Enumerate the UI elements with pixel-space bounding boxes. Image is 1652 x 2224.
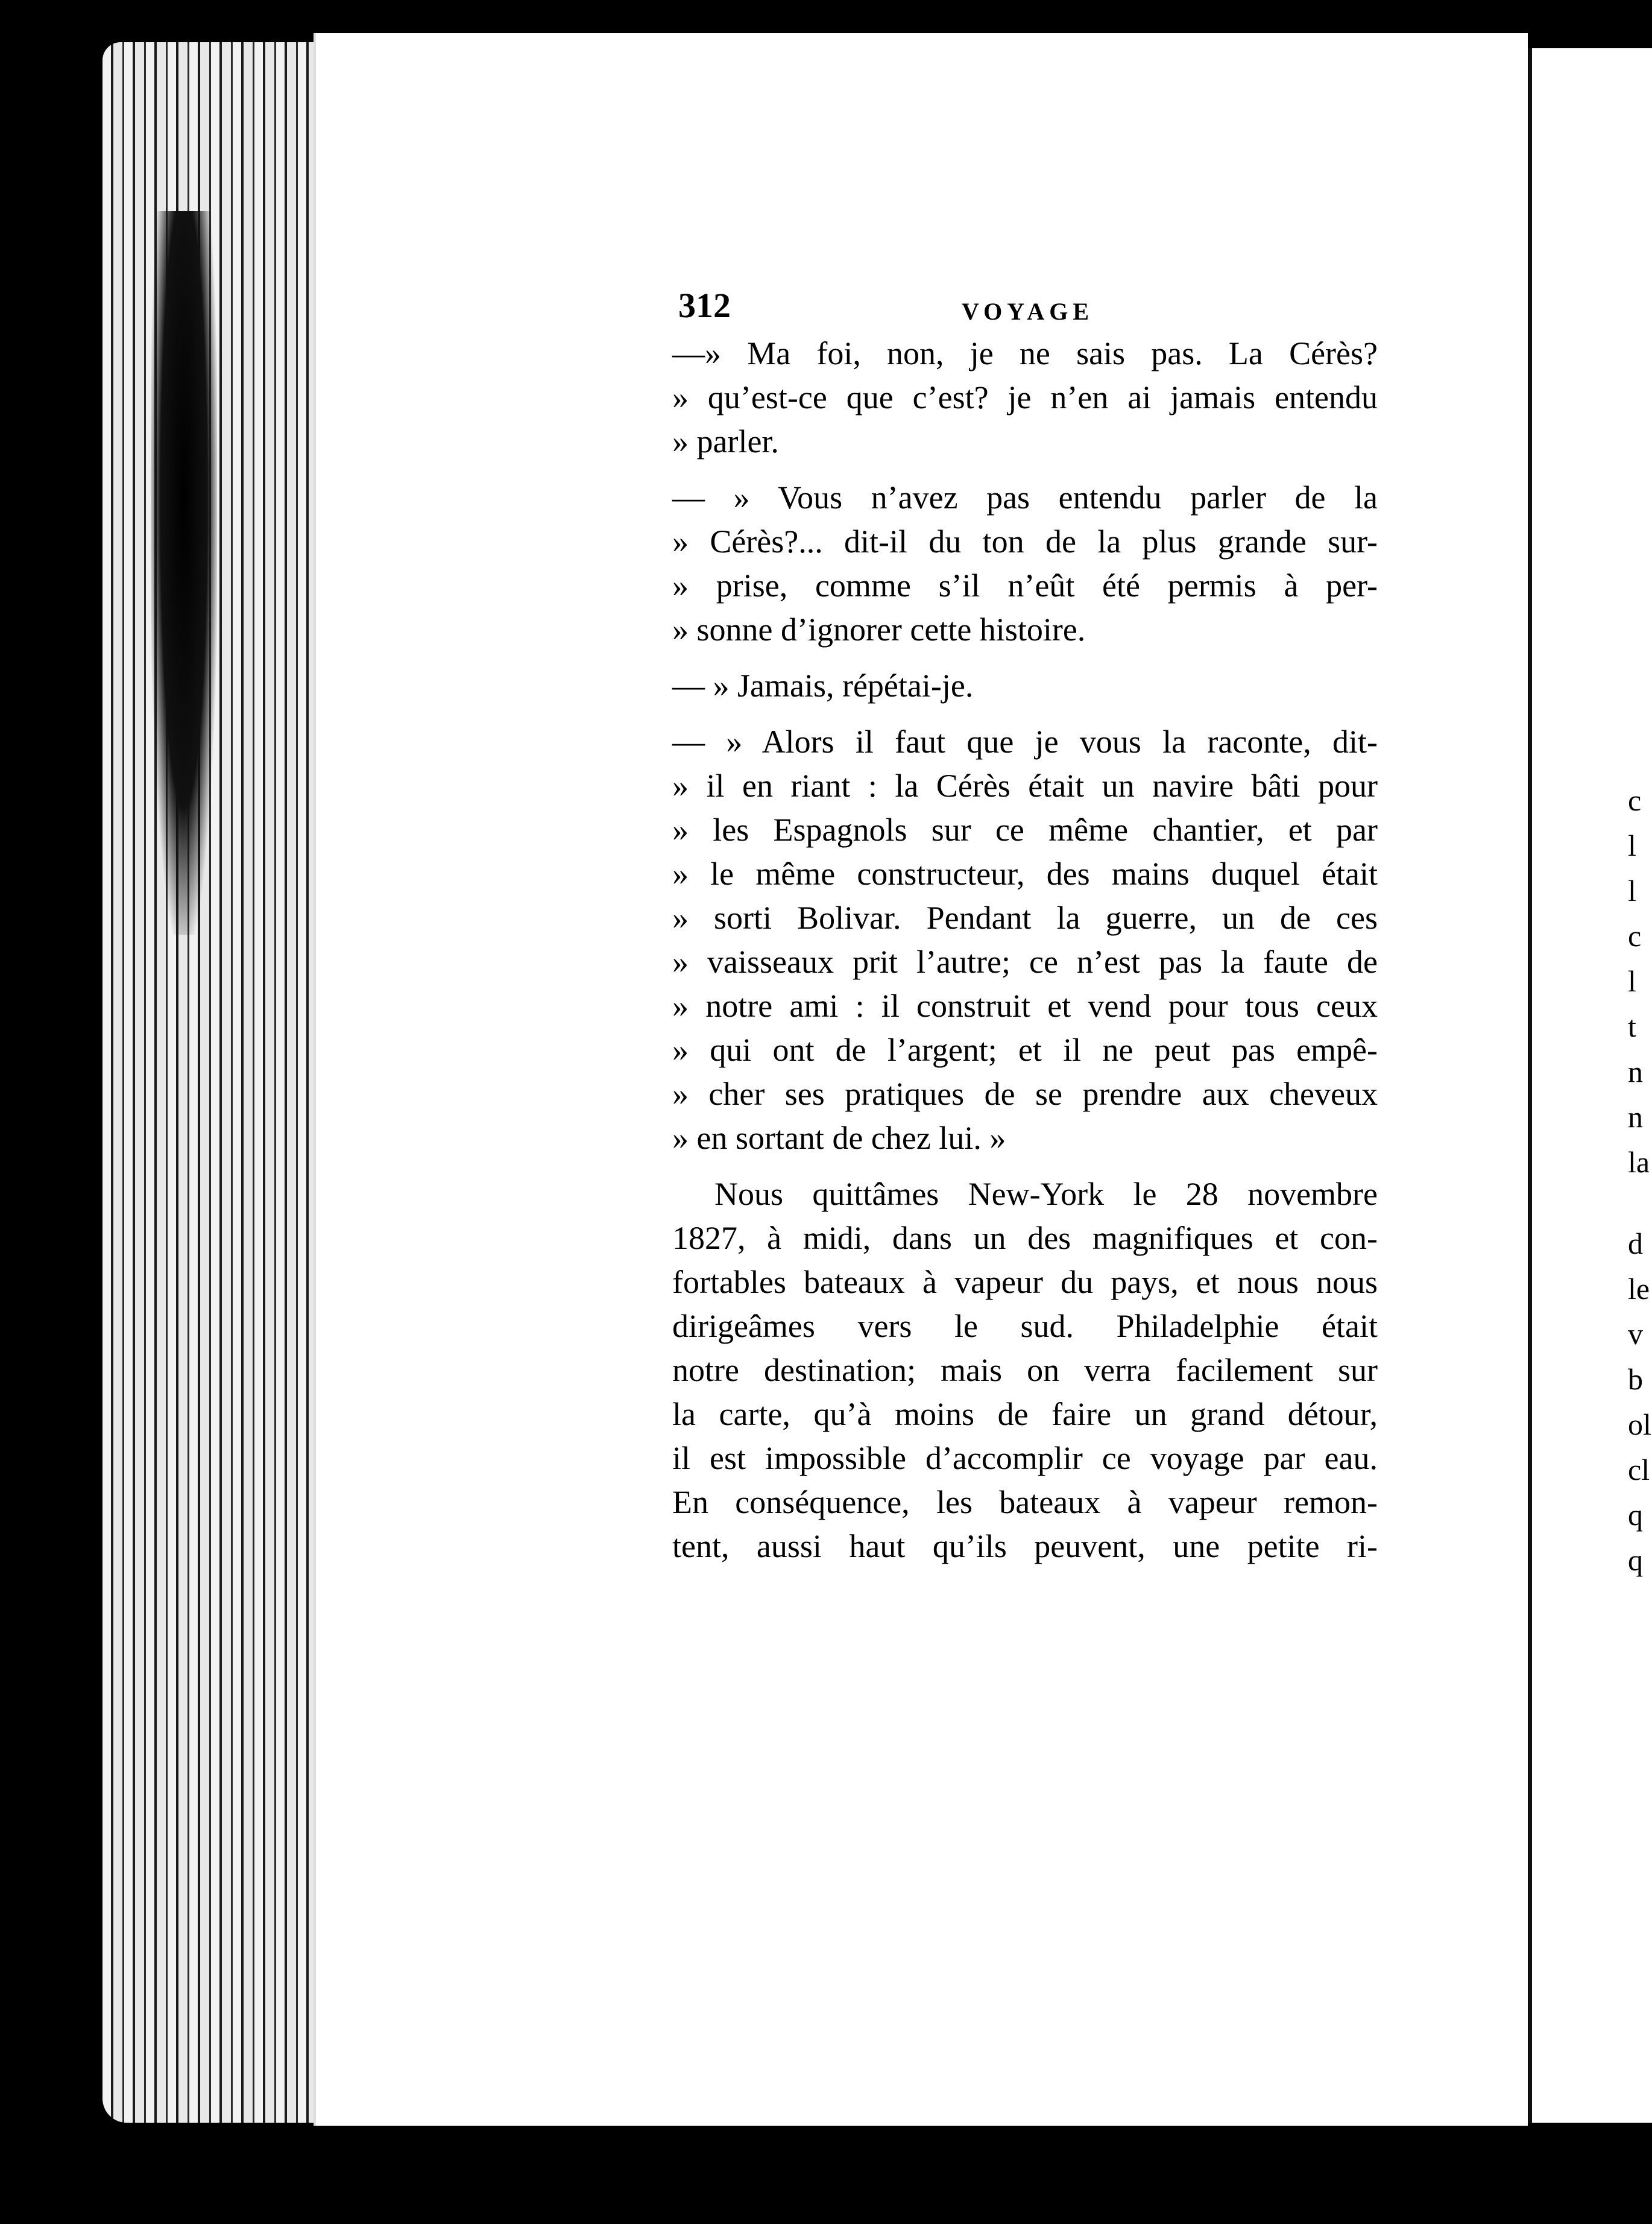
text-line: » qui ont de l’argent; et il ne peut pas empê- (672, 1032, 1378, 1068)
paragraph (672, 1172, 1378, 1568)
text-line: 1827, à midi, dans un des magnifiques et con- (672, 1220, 1378, 1256)
paragraph (672, 332, 1378, 464)
facing-fragment: l (1628, 829, 1636, 862)
facing-fragment: n (1628, 1055, 1643, 1088)
text-line: En conséquence, les bateaux à vapeur remon- (672, 1484, 1378, 1520)
text-line: Nous quittâmes New-York le 28 novembre (714, 1176, 1378, 1212)
paragraph (672, 664, 1378, 708)
text-line: » sorti Bolivar. Pendant la guerre, un de ces (672, 900, 1378, 936)
facing-fragment: l (1628, 964, 1636, 998)
text-line: » sonne d’ignorer cette histoire. (672, 611, 1086, 648)
paragraph (672, 720, 1378, 1160)
text-line: il est impossible d’accomplir ce voyage par eau. (672, 1440, 1378, 1476)
facing-fragment: la (1628, 1145, 1650, 1179)
facing-fragment: q (1628, 1498, 1643, 1532)
facing-fragment: l (1628, 874, 1636, 908)
facing-fragment: ol (1628, 1407, 1651, 1441)
facing-fragment: c (1628, 919, 1642, 953)
text-line: » Cérès?... dit-il du ton de la plus grande sur- (672, 523, 1378, 560)
text-line: — » Alors il faut que je vous la raconte, dit- (672, 724, 1378, 760)
text-line: » parler. (672, 423, 779, 460)
text-line: » prise, comme s’il n’eût été permis à per- (672, 567, 1378, 604)
facing-fragment: n (1628, 1100, 1643, 1134)
page-text-block (672, 283, 1378, 1581)
text-line: » vaisseaux prit l’autre; ce n’est pas la faute de (672, 944, 1378, 980)
text-line: » notre ami : il construit et vend pour tous ceux (672, 988, 1378, 1024)
facing-fragment: cl (1628, 1453, 1650, 1486)
facing-fragment: le (1628, 1272, 1650, 1306)
text-line: notre destination; mais on verra facilement sur (672, 1352, 1378, 1388)
text-line: » qu’est-ce que c’est? je n’en ai jamais entendu (672, 379, 1378, 415)
text-line: la carte, qu’à moins de faire un grand détour, (672, 1396, 1378, 1432)
text-line: —» Ma foi, non, je ne sais pas. La Cérès? (672, 335, 1378, 371)
text-line: — » Jamais, répétai-je. (672, 668, 974, 704)
text-line: — » Vous n’avez pas entendu parler de la (672, 479, 1378, 516)
text-line: dirigeâmes vers le sud. Philadelphie était (672, 1308, 1378, 1344)
running-head (672, 283, 1378, 332)
facing-page-text (1628, 778, 1651, 1583)
text-line: tent, aussi haut qu’ils peuvent, une petite ri- (672, 1528, 1378, 1564)
paragraph (672, 476, 1378, 652)
facing-fragment: v (1628, 1317, 1643, 1351)
text-line: » en sortant de chez lui. » (672, 1120, 1006, 1156)
facing-fragment: b (1628, 1362, 1643, 1396)
text-line: » le même constructeur, des mains duquel était (672, 856, 1378, 892)
text-line: » cher ses pratiques de se prendre aux cheveux (672, 1076, 1378, 1112)
text-line: » les Espagnols sur ce même chantier, et par (672, 812, 1378, 848)
book-edge-shadow (151, 211, 217, 935)
text-line: fortables bateaux à vapeur du pays, et nous nous (672, 1264, 1378, 1300)
facing-fragment: t (1628, 1009, 1636, 1043)
facing-fragment: c (1628, 783, 1642, 817)
text-line: » il en riant : la Cérès était un navire bâti pour (672, 768, 1378, 804)
page-number: 312 (678, 286, 731, 325)
running-title: VOYAGE (962, 298, 1094, 325)
facing-fragment: d (1628, 1227, 1643, 1260)
facing-fragment: q (1628, 1543, 1643, 1577)
